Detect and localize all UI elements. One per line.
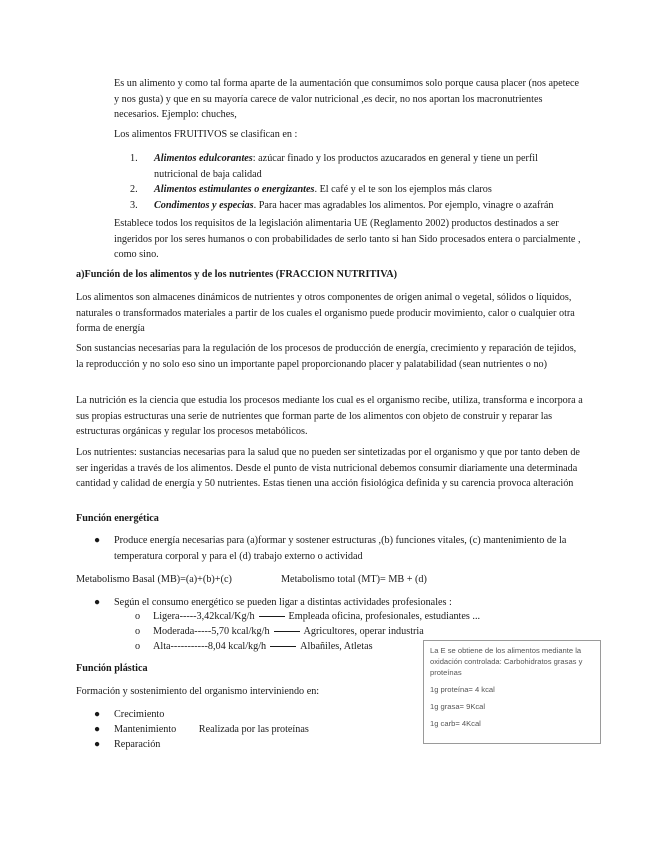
intro-paragraph: Es un alimento y como tal forma aparte de la aumentación que consumimos solo porque causa placer (nos apetece y nos gusta) y que en su mayoría carece de valor nutricional ,es decir, no nos aportan los macronutrientes necesarios. Ejemplo: chuches, — [114, 78, 580, 120]
formula-basal: Metabolismo Basal (MB)=(a)+(b)+(c) — [76, 574, 232, 585]
list-item: 3. Condimentos y especias. Para hacer mas agradables los alimentos. Por ejemplo, vinagre o azafrán — [130, 199, 554, 211]
energetica-bullet: ● Produce energía necesarias para (a)formar y sostener estructuras ,(b) funciones vitales, (c) mantenimiento de la temperatura corporal y para el (d) trabajo externo o actividad — [94, 535, 567, 562]
circle-bullet-icon: o — [135, 626, 141, 637]
line-arrow-icon — [274, 631, 300, 632]
formula-total: Metabolismo total (MT)= MB + (d) — [281, 574, 427, 585]
level-moderada: o Moderada-----5,70 kcal/kg/h Agricultores, operar industria — [153, 624, 593, 640]
plastica-item-reparacion: ● Reparación — [114, 737, 314, 753]
bullet-icon: ● — [94, 739, 101, 750]
list-item: 1. Alimentos edulcorantes: azúcar finado y los productos azucarados en general y tiene un perfil nutricional de baja calidad — [130, 153, 538, 180]
sidebox-carb: 1g carb= 4Kcal — [430, 719, 481, 728]
section-a-paragraph-1: Los alimentos son almacenes dinámicos de nutrientes y otros componentes de origen animal o vegetal, sólidos o líquidos, naturales o transformados materiales a partir de los cuales el organismo puede producir movimiento, calor o cualquier otra forma de energía — [76, 292, 575, 334]
level-alta: o Alta-----------8,04 kcal/kg/h Albañiles, Atletas — [153, 639, 433, 655]
bullet-icon: ● — [94, 724, 101, 735]
bullet-icon: ● — [94, 535, 101, 546]
bullet-icon: ● — [94, 597, 101, 608]
consumo-bullet: ● Según el consumo energético se pueden ligar a distintas actividades profesionales : — [114, 595, 584, 611]
circle-bullet-icon: o — [135, 611, 141, 622]
plastica-heading: Función plástica — [76, 663, 148, 674]
sidebox-fat: 1g grasa= 9Kcal — [430, 702, 486, 711]
fruitivos-list — [130, 151, 580, 213]
circle-bullet-icon: o — [135, 641, 141, 652]
energy-sidebox — [423, 640, 601, 744]
sidebox-protein: 1g proteína= 4 kcal — [430, 685, 495, 694]
energetica-heading: Función energética — [76, 513, 159, 524]
section-a-paragraph-3: La nutrición es la ciencia que estudia los procesos mediante los cual es el organismo recibe, utiliza, transforma e incorpora a sus propias estructuras una serie de nutrientes que forman parte de los alimentos con objeto de construir y reparar las estructuras orgánicas y regular los procesos metabólicos. — [76, 395, 583, 437]
line-arrow-icon — [270, 646, 296, 647]
section-a-paragraph-2: Son sustancias necesarias para la regulación de los procesos de producción de energía, crecimiento y reparación de tejidos, la reproducción y no solo eso sino un importante papel proporcionando placer y palatabilidad (sean nutrientes o no) — [76, 343, 577, 370]
fruitivos-intro: Los alimentos FRUITIVOS se clasifican en : — [114, 129, 298, 140]
list-item: 2. Alimentos estimulantes o energizantes. El café y el te son los ejemplos más claros — [130, 184, 492, 195]
legislation-paragraph: Establece todos los requisitos de la legislación alimentaria UE (Reglamento 2002) productos destinados a ser ingeridos por los seres humanos o con probabilidades de serlo tanto si han Sido procesados entera o parcialmente , como sino. — [114, 218, 581, 260]
plastica-note: Realizada por las proteínas — [198, 724, 309, 735]
sidebox-text: La E se obtiene de los alimentos mediante la oxidación controlada: Carbohidratos grasas y proteínas — [430, 646, 583, 677]
level-ligera: o Ligera-----3,42kcal/Kg/h Empleada oficina, profesionales, estudiantes ... — [153, 609, 593, 625]
section-a-paragraph-4: Los nutrientes: sustancias necesarias para la salud que no pueden ser sintetizadas por el organismo y que por tanto deben de ser ingeridas a través de los alimentos. Desde el punto de vista nutricional debemos consumir diariamente una determinada cantidad y calidad de energía y 50 nutrientes. Estas tienen una acción fisiológica definida y su carencia provoca alteración — [76, 447, 580, 489]
plastica-item-crecimiento: ● Crecimiento — [114, 707, 314, 723]
section-a-heading: a)Función de los alimentos y de los nutrientes (FRACCION NUTRITIVA) — [76, 269, 398, 280]
plastica-intro: Formación y sostenimiento del organismo interviniendo en: — [76, 686, 320, 697]
line-arrow-icon — [259, 616, 285, 617]
bullet-icon: ● — [94, 709, 101, 720]
plastica-item-mantenimiento: ● Mantenimiento Realizada por las proteínas — [114, 722, 414, 738]
